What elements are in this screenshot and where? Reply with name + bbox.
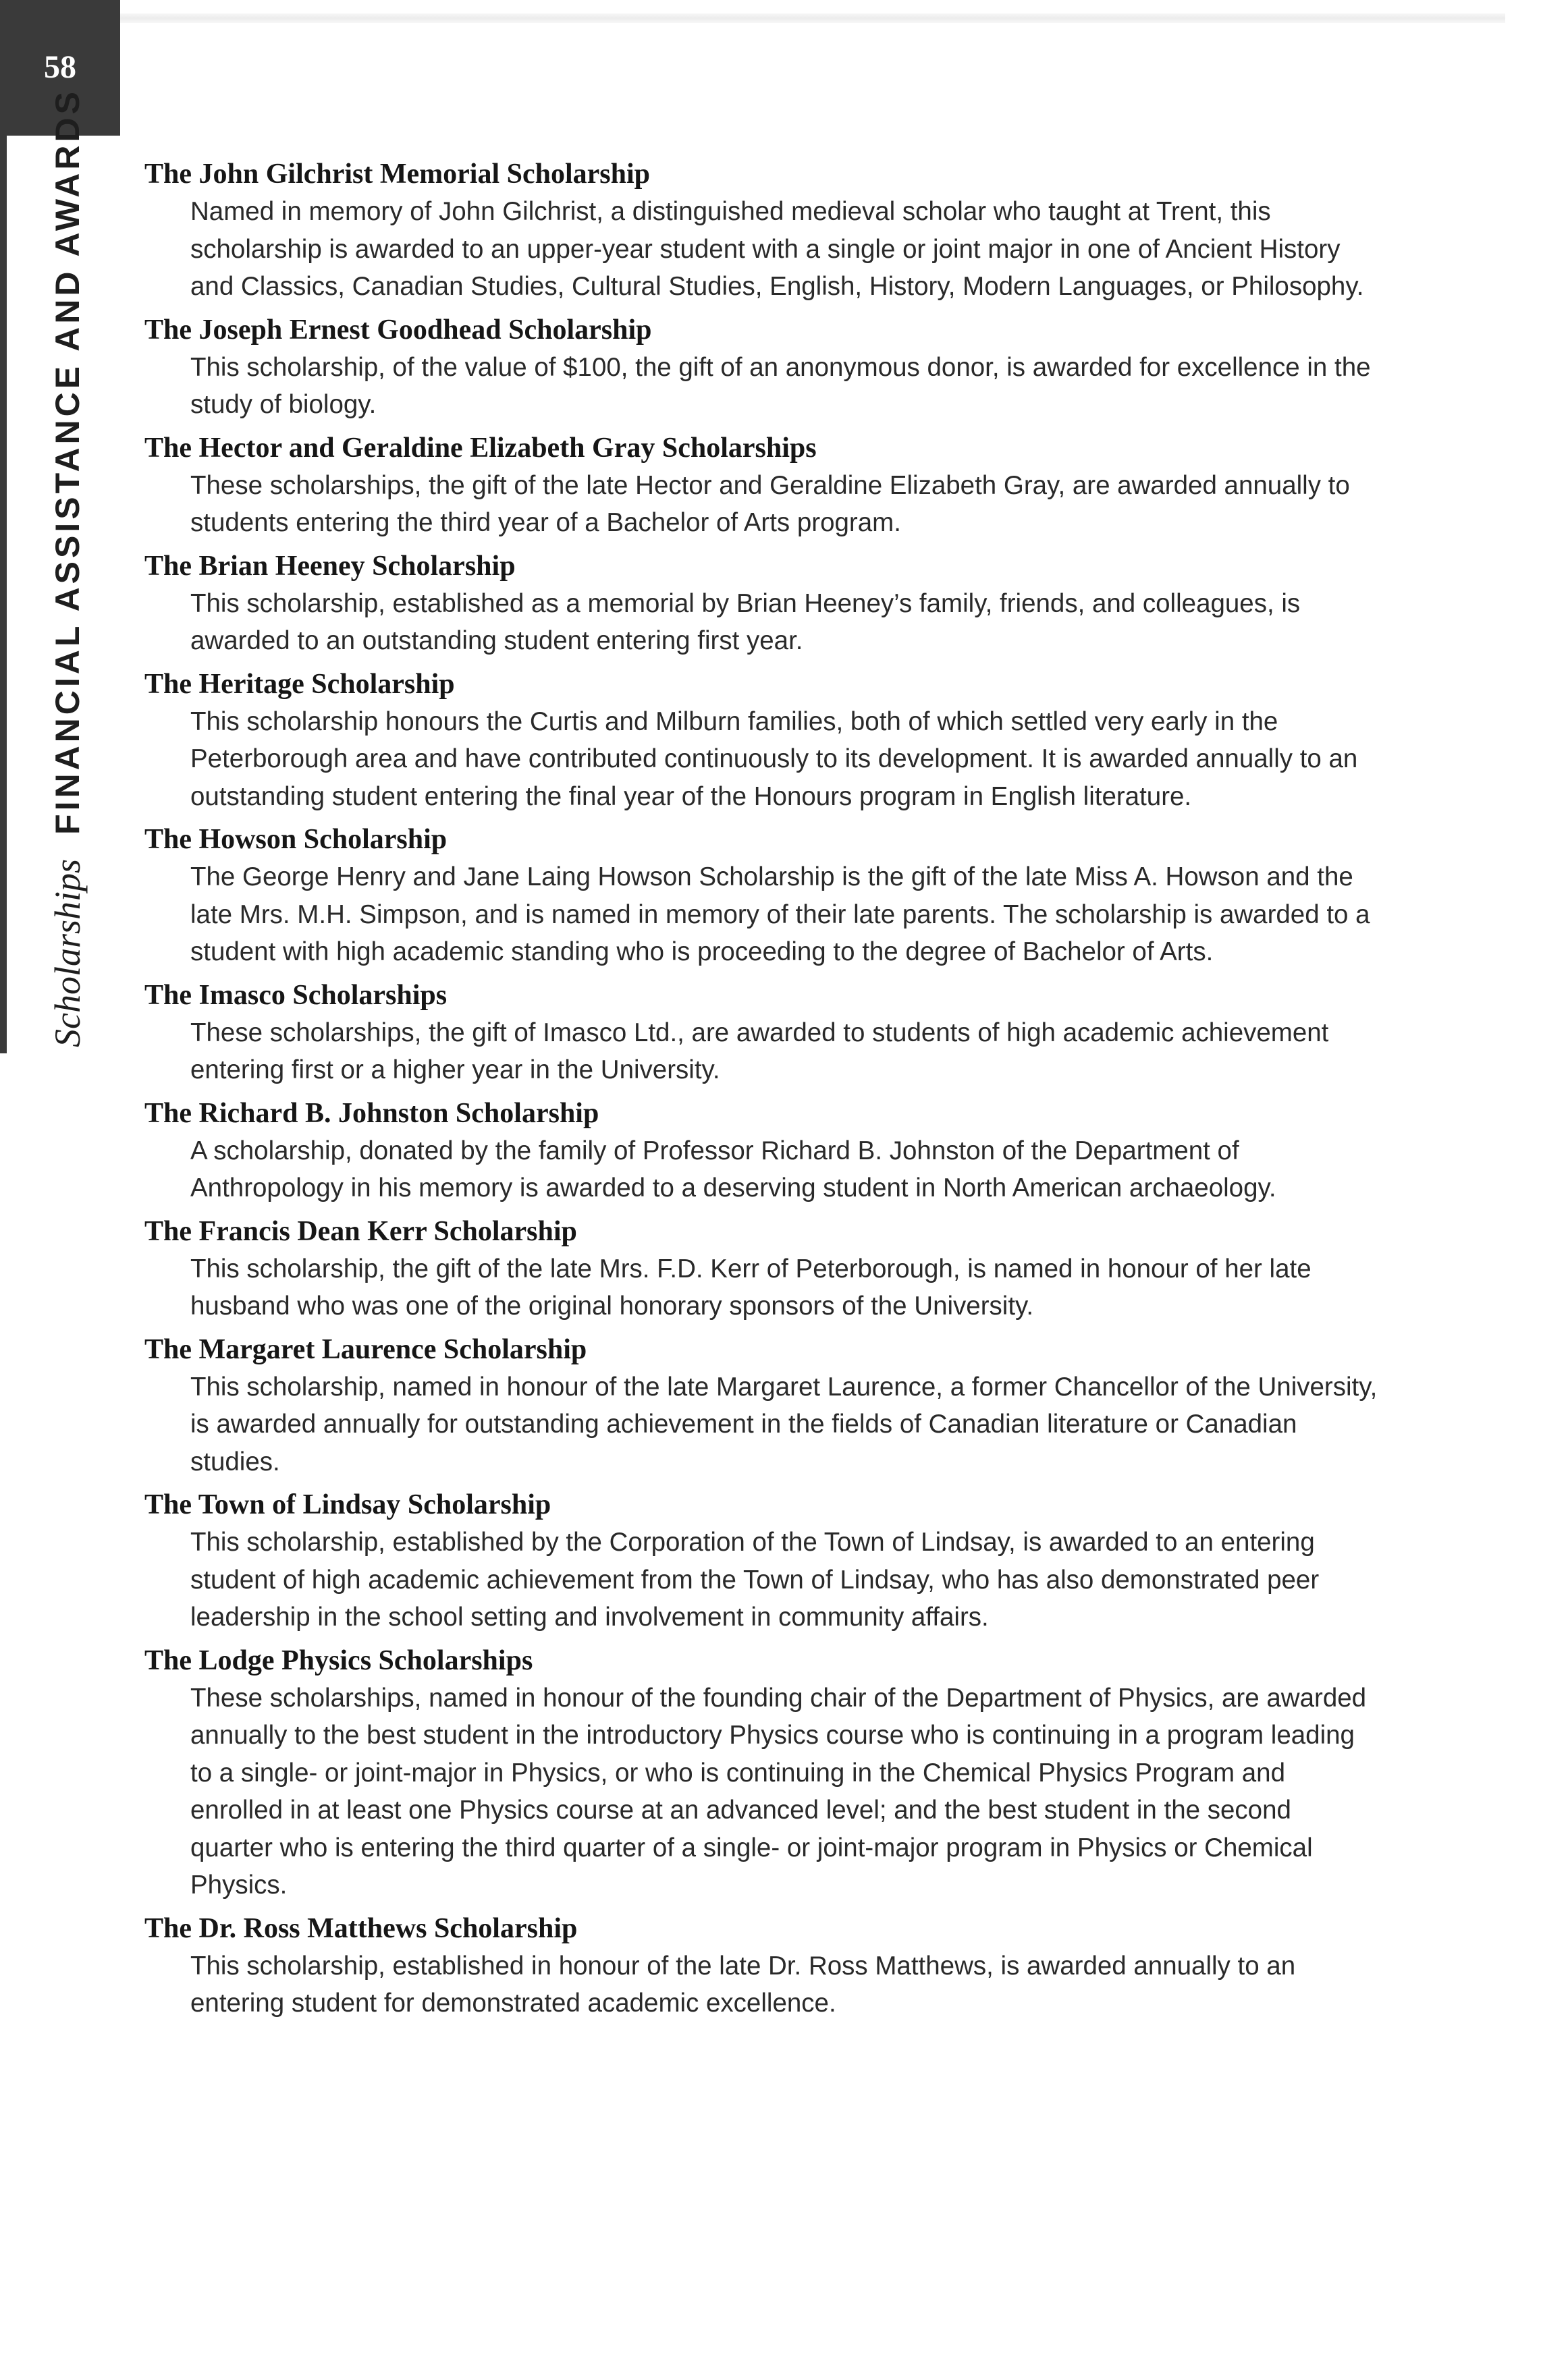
scholarship-title: The John Gilchrist Memorial Scholarship bbox=[144, 159, 651, 190]
scholarship-title: The Heritage Scholarship bbox=[144, 668, 455, 700]
top-rule bbox=[0, 13, 1505, 23]
scholarship-description: These scholarships, the gift of Imasco Ltd., are awarded to students of high academic achievement entering first or a higher year in the University. bbox=[190, 1018, 1329, 1084]
scholarship-title: The Imasco Scholarships bbox=[144, 979, 448, 1011]
scholarship-entry bbox=[144, 1486, 1380, 1636]
scholarship-entry bbox=[144, 155, 1380, 306]
scholarship-description: The George Henry and Jane Laing Howson Scholarship is the gift of the late Miss A. Howson and the late Mrs. M.H. Simpson, and is named in memory of their late parents. The scholarship is awarded to a student with high academic standing who is proceeding to the degree of Bachelor of Arts. bbox=[190, 862, 1370, 966]
scholarship-entry bbox=[144, 1910, 1380, 2022]
scholarship-entry bbox=[144, 1331, 1380, 1481]
side-title-section: Scholarships bbox=[47, 858, 88, 1047]
scholarship-list bbox=[144, 155, 1380, 2022]
scholarship-entry bbox=[144, 547, 1380, 660]
scholarship-title: The Lodge Physics Scholarships bbox=[144, 1644, 533, 1676]
scholarship-description: A scholarship, donated by the family of Professor Richard B. Johnston of the Department of Anthropology in his memory is awarded to a deserving student in North American archaeology. bbox=[190, 1136, 1276, 1202]
scholarship-description: This scholarship, established by the Corporation of the Town of Lindsay, is awarded to an entering student of high academic achievement from the Town of Lindsay, who has also demonstrated peer leadership in the school setting and involvement in community affairs. bbox=[190, 1528, 1320, 1632]
scholarship-description: These scholarships, named in honour of the founding chair of the Department of Physics, are awarded annually to the best student in the introductory Physics course who is continuing in a program leading to a single- or joint-major in Physics, or who is continuing in the Chemical Physics Program and enrolled in at least one Physics course at an advanced level; and the best student in the second quarter who is entering the third quarter of a single- or joint-major program in Physics or Chemical Physics. bbox=[190, 1683, 1367, 1900]
page-number: 58 bbox=[44, 49, 76, 85]
scholarship-title: The Town of Lindsay Scholarship bbox=[144, 1489, 551, 1520]
scholarship-entry bbox=[144, 821, 1380, 971]
scholarship-title: The Margaret Laurence Scholarship bbox=[144, 1333, 587, 1365]
scholarship-title: The Brian Heeney Scholarship bbox=[144, 550, 516, 582]
scholarship-entry bbox=[144, 1642, 1380, 1904]
scholarship-description: This scholarship, established in honour of the late Dr. Ross Matthews, is awarded annually to an entering student for demonstrated academic excellence. bbox=[190, 1951, 1296, 2018]
scholarship-description: This scholarship, established as a memorial by Brian Heeney’s family, friends, and colleagues, is awarded to an outstanding student entering first year. bbox=[190, 588, 1301, 655]
scholarship-title: The Dr. Ross Matthews Scholarship bbox=[144, 1912, 578, 1944]
scholarship-description: This scholarship, of the value of $100, the gift of an anonymous donor, is awarded for excellence in the study of biology. bbox=[190, 352, 1371, 419]
side-strip bbox=[0, 136, 7, 1053]
scholarship-description: Named in memory of John Gilchrist, a distinguished medieval scholar who taught at Trent, this scholarship is awarded to an upper-year student with a single or joint major in one of Ancient History and Classics, Canadian Studies, Cultural Studies, English, History, Modern Languages, or Philosophy. bbox=[190, 197, 1364, 301]
scholarship-title: The Joseph Ernest Goodhead Scholarship bbox=[144, 314, 652, 345]
scholarship-description: These scholarships, the gift of the late Hector and Geraldine Elizabeth Gray, are awarded annually to students entering the third year of a Bachelor of Arts program. bbox=[190, 470, 1350, 537]
scholarship-entry bbox=[144, 311, 1380, 424]
scholarship-entry bbox=[144, 1213, 1380, 1325]
scholarship-entry bbox=[144, 976, 1380, 1089]
scholarship-title: The Hector and Geraldine Elizabeth Gray Scholarships bbox=[144, 432, 817, 464]
scholarship-description: This scholarship, named in honour of the late Margaret Laurence, a former Chancellor of the University, is awarded annually for outstanding achievement in the fields of Canadian literature or Canadian studies. bbox=[190, 1372, 1378, 1476]
scholarship-entry bbox=[144, 429, 1380, 542]
side-title-chapter: FINANCIAL ASSISTANCE AND AWARDS bbox=[49, 88, 86, 835]
scholarship-entry bbox=[144, 1095, 1380, 1207]
scholarship-description: This scholarship honours the Curtis and Milburn families, both of which settled very early in the Peterborough area and have contributed continuously to its development. It is awarded annually to an outstanding student entering the final year of the Honours program in English literature. bbox=[190, 707, 1358, 811]
scholarship-description: This scholarship, the gift of the late Mrs. F.D. Kerr of Peterborough, is named in honour of her late husband who was one of the original honorary sponsors of the University. bbox=[190, 1254, 1312, 1321]
scholarship-entry bbox=[144, 665, 1380, 816]
scholarship-title: The Howson Scholarship bbox=[144, 824, 448, 855]
scholarship-title: The Richard B. Johnston Scholarship bbox=[144, 1097, 599, 1129]
scholarship-title: The Francis Dean Kerr Scholarship bbox=[144, 1215, 577, 1247]
side-running-title bbox=[40, 88, 94, 1047]
